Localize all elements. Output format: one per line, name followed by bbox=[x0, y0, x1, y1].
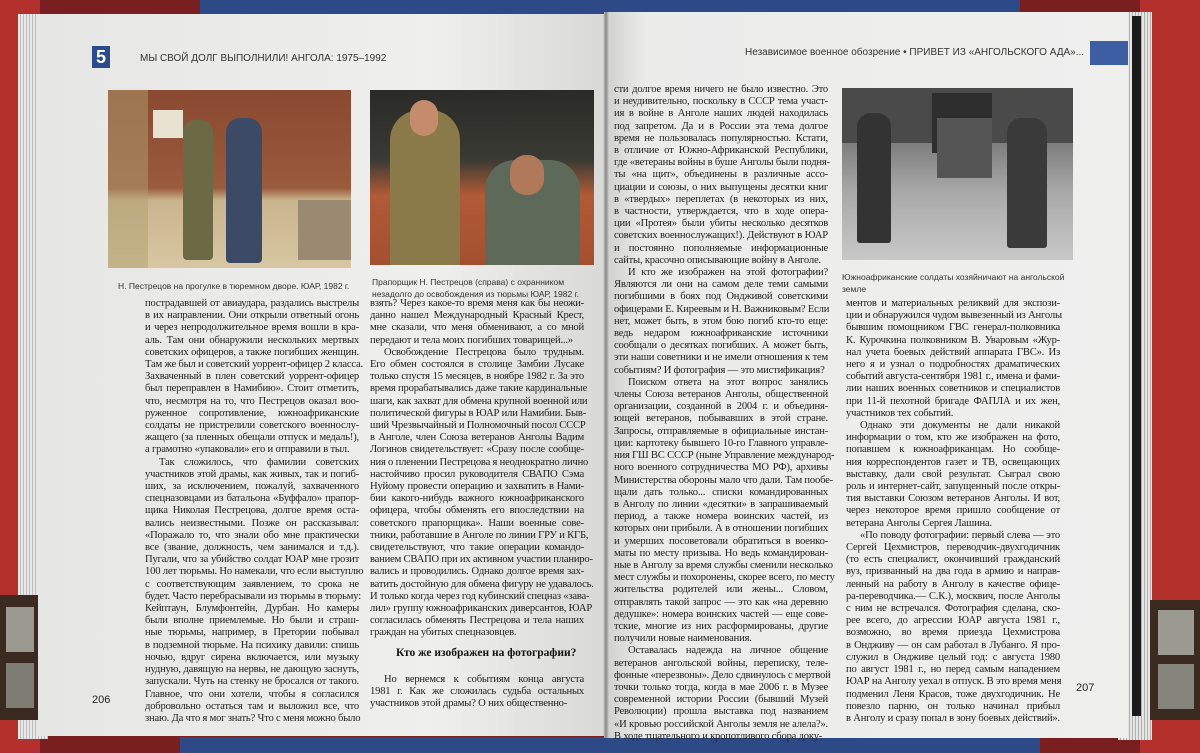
film-strip-left bbox=[0, 595, 38, 720]
text-line: сти долгое время ничего не было известно. Это bbox=[614, 84, 828, 95]
text-line: погибшими в боях под Ондживой советскими bbox=[614, 291, 828, 303]
text-line: политической фигуры в ЮАР или Намибии. Быв- bbox=[370, 407, 587, 419]
text-line: ванием СВАПО при их активном участии планиро- bbox=[370, 554, 593, 566]
text-line: в частности, утверждается, что в ходе опера- bbox=[614, 206, 828, 218]
text-line: Революции) прошла выставка под названием bbox=[614, 706, 828, 718]
text-line: вались неизвестными. Позже он рассказывал: bbox=[145, 517, 359, 529]
text-line: Там же был и советский уоррент-офицер 2 класса. bbox=[145, 359, 363, 371]
text-line: тские, многие из них расформированы, другие bbox=[614, 620, 828, 632]
right-column-2 bbox=[846, 298, 1060, 725]
text-line: «И кровью российской Анголы земля не алела?». bbox=[614, 718, 828, 730]
text-line: Оставалась надежда на личное общение bbox=[628, 645, 828, 657]
text-line: были вполне приемлемые. Но были и страш- bbox=[145, 615, 359, 627]
text-line: взять? Через какое-то время меня как бы неожи- bbox=[370, 298, 584, 309]
text-line: настойчиво просил руководителя СВАПО Сэма bbox=[370, 468, 584, 480]
photo-soldiers bbox=[842, 88, 1073, 260]
text-line: с соответствующим заявлением, то срока не bbox=[145, 578, 359, 590]
text-line: советского прапорщика». Наши военные сове- bbox=[370, 517, 584, 529]
text-line: ватить достойную для обмена фигуру не удавалось. bbox=[370, 578, 594, 590]
text-line: Кейптаун, Блумфонтейн, Дурбан. Но камеры bbox=[145, 603, 359, 615]
text-line: офицера, чтобы обменять его впоследствии на bbox=[370, 505, 584, 517]
text-line: фонные «перезвоны». Дело сдвинулось с мертвой bbox=[614, 669, 831, 681]
text-line: возможно, во время приезда Цехмистрова bbox=[846, 627, 1060, 639]
text-line: служил в Ондживе целый год: с августа 1980 bbox=[846, 651, 1060, 663]
text-line: щали дать только... списки командированных bbox=[614, 486, 828, 498]
text-line: ные тюрьмы, например, в Претории побывал bbox=[145, 627, 359, 639]
text-line: дедушке»: номера воинских частей — еще сове- bbox=[614, 608, 828, 620]
text-line: свидетельствуют, что такие операции командо- bbox=[370, 542, 584, 554]
text-line: ЮАР на Анголу уехал в отпуск. В это время меня bbox=[846, 676, 1062, 688]
text-line: что, несмотря на то, что Пестрецов оказал воо- bbox=[145, 395, 359, 407]
section-tab-marker bbox=[1090, 41, 1128, 65]
text-line: будет. Часто перебрасывали из тюрьмы в тюрьму: bbox=[145, 590, 361, 602]
photo-caption-prison-yard: Н. Пестрецов на прогулке в тюремном дворе. ЮАР, 1982 г. bbox=[118, 281, 350, 291]
left-column-2 bbox=[370, 298, 594, 640]
text-line: Нуйому провести операцию и захватить в Нами- bbox=[370, 481, 584, 493]
text-line: по август 1981 г., но перед самым нападением bbox=[846, 664, 1060, 676]
text-line: щика Николая Пестрецова, долгое время оста- bbox=[145, 505, 359, 517]
text-line: Поиском ответа на этот вопрос занялись bbox=[628, 376, 828, 388]
photo-prison-yard bbox=[108, 90, 351, 268]
text-line: все (звание, должность, чем занимался и т.д.). bbox=[145, 542, 359, 554]
text-line: ющей ветеранов, побывавших в этой стране. bbox=[614, 413, 828, 425]
text-line: спецназовцами из батальона «Буффало» прапор- bbox=[145, 493, 359, 505]
text-line: в подземной тюрьме. На психику давили: спишь bbox=[145, 639, 359, 651]
text-line: Так сложилось, что фамилии советских bbox=[159, 456, 359, 468]
text-line: советских военнослужащих!). Действуют в ЮАР bbox=[614, 230, 828, 242]
text-line: добровольно остаться там и выложил все, что bbox=[145, 700, 359, 712]
text-line: Логинов свидетельствует: «Сразу после сообще- bbox=[370, 444, 584, 456]
text-line: ночью, вдруг сирена включается, или музыку bbox=[145, 651, 359, 663]
text-line: Его обмен состоялся в столице Замбии Лусаке bbox=[370, 359, 584, 371]
text-line: ния корреспондентов газет и ТВ, освещающих bbox=[846, 456, 1060, 468]
text-line: эти наши советники и не имели отношения к тем bbox=[614, 352, 828, 364]
text-line: нудную, давящую на нервы, не дающую заснуть, bbox=[145, 664, 359, 676]
text-line: В ходе тщательного и кропотливого сбора доку- bbox=[614, 730, 823, 742]
text-line: Являются ли они на самом деле теми самыми bbox=[614, 279, 828, 291]
text-line: а грамотно «упаковали» его и отправили в тыл. bbox=[145, 444, 350, 456]
text-line: И только когда через год кубинский спецназ «зава- bbox=[370, 590, 590, 602]
text-line: информации о том, кто же изображен на фото, bbox=[846, 432, 1060, 444]
chapter-number-badge: 5 bbox=[92, 46, 110, 68]
text-line: повезло парню, он только начинал прибыл bbox=[846, 700, 1060, 712]
text-line: через некоторое время пришло сообщение от bbox=[846, 505, 1060, 517]
page-number-right: 207 bbox=[1076, 682, 1095, 694]
text-line: тники, работавшие в Анголе по линии ГРУ и КГБ, bbox=[370, 529, 589, 541]
text-line: мест службы и похоронены, скорее всего, по месту bbox=[614, 572, 835, 584]
text-line: ших, за исключением, пожалуй, захваченного bbox=[145, 481, 359, 493]
text-line: время прорабатывались даже такие кардинальные bbox=[370, 383, 588, 395]
text-line: руженное сопротивление, южноафриканские bbox=[145, 407, 359, 419]
text-line: члены Союза ветеранов Анголы, общественной bbox=[614, 389, 828, 401]
text-line: в отличие от Южно-Африканской Республики, bbox=[614, 145, 828, 157]
text-line: только спустя 15 месяцев, в ноябре 1982 г. За это bbox=[370, 371, 584, 383]
text-line: «По поводу фотографии: первый слева — это bbox=[860, 529, 1060, 541]
text-line: пострадавшей от авиаудара, раздались выстрелы bbox=[145, 298, 359, 309]
text-line: в их направлении. Они открыли ответный огонь bbox=[145, 310, 359, 322]
text-line: и постоянно пополняемые информационные bbox=[614, 242, 828, 254]
text-line: современной истории России (бывший Музей bbox=[614, 694, 828, 706]
text-line: циации и союзы, о них выпущены десятки книг bbox=[614, 181, 828, 193]
section-heading: Кто же изображен на фотографии? bbox=[396, 647, 577, 659]
text-line: ведь недаром южноафриканские источники bbox=[614, 328, 828, 340]
text-line: участников тех событий. bbox=[846, 407, 954, 419]
text-line: вались и проводились. Однако долгое время зах- bbox=[370, 566, 584, 578]
text-line: в Ондживу — он сам работал в Лубанго. Я про- bbox=[846, 639, 1060, 651]
text-line: Запросы, отправляемые в официальные инстан- bbox=[614, 425, 828, 437]
text-line: ветеранов ангольской войны, переписку, теле- bbox=[614, 657, 828, 669]
text-line: в Анголу и сразу попал в зону боевых действий». bbox=[846, 712, 1060, 724]
text-line: ции и обнаружился чудом вывезенный из Анголы bbox=[846, 310, 1062, 322]
text-line: нал учета боевых действий аппарата ГВС». Из bbox=[846, 346, 1060, 358]
text-line: ния о пленении Пестрецова я неоднократно лично bbox=[370, 456, 589, 468]
text-line: под запретом. Да и в России эта тема долгое bbox=[614, 120, 828, 132]
text-line: И кто же изображен на этой фотографии? bbox=[628, 267, 828, 279]
text-line: ции: картотеку бывшего 10-го Главного управле- bbox=[614, 437, 828, 449]
text-line: был переправлен в Намибию». Стоит отметить, bbox=[145, 383, 359, 395]
text-line: участников этой драмы, как живых, так и погиб- bbox=[145, 468, 359, 480]
text-line: тия выставки Союзом ветеранов Анголы. И вот, bbox=[846, 493, 1060, 505]
text-line: данно нашел Международный Красный Крест, bbox=[370, 310, 584, 322]
text-line: ты «на щит», объединены в различные ассо- bbox=[614, 169, 828, 181]
text-line: событиям? И фотография — это мистификация? bbox=[614, 364, 825, 376]
text-line: участников этой драмы? О них общественно- bbox=[370, 698, 568, 710]
text-line: солдаты не пристрелили советского военнослу- bbox=[145, 420, 359, 432]
text-line: получили новые наименования. bbox=[614, 633, 752, 645]
page-edge-marker bbox=[1132, 16, 1141, 716]
text-line: согласилась обменять Пестрецова и тела наших bbox=[370, 615, 584, 627]
text-line: в «твердых» переплетах (в некоторых из них, bbox=[614, 193, 828, 205]
text-line: мне сказали, что меня обменивают, а со мной bbox=[370, 322, 584, 334]
left-column-2-continued bbox=[370, 674, 584, 711]
text-line: при 11-й пехотной бригаде ФАПЛА и их жен, bbox=[846, 395, 1060, 407]
text-line: ленный на работу в Анголу в качестве офице- bbox=[846, 578, 1060, 590]
text-line: офицерами Е. Киреевым и Н. Важниковым? Если bbox=[614, 303, 830, 315]
text-line: 1981 г. Как же сложилась судьба остальных bbox=[370, 686, 584, 698]
photo-caption-with-guard: Прапорщик Н. Пестрецов (справа) с охранником незадолго до освобождения из тюрьмы ЮАР, 1982 г. bbox=[372, 277, 579, 299]
text-line: с ним не встречался. Фотография сделана, ско- bbox=[846, 603, 1060, 615]
right-column-1 bbox=[614, 84, 835, 743]
text-line: шаги, как захват для обмена крупной военной или bbox=[370, 395, 588, 407]
text-line: нет, может быть, в этом бою погиб кто-то еще: bbox=[614, 315, 828, 327]
text-line: граждан на убитых спецназовцев. bbox=[370, 627, 517, 639]
text-line: него я и узнал о подробностях драматических bbox=[846, 359, 1060, 371]
text-line: роль и интернет-сайт, запущенный после откры- bbox=[846, 481, 1060, 493]
text-line: Захваченный в плен советский уоррент-офицер bbox=[145, 371, 359, 383]
text-line: период, а также номера воинских частей, из bbox=[614, 511, 828, 523]
text-line: и через непродолжительное время вошли в кра- bbox=[145, 322, 359, 334]
text-line: в Анголе, член Союза ветеранов Анголы Вадим bbox=[370, 432, 584, 444]
text-line: рее всего, до агрессии ЮАР августа 1981 г., bbox=[846, 615, 1060, 627]
text-line: бывшим помощником ГВС генерал-полковника bbox=[846, 322, 1060, 334]
text-line: ший Чрезвычайный и Полномочный посол СССР bbox=[370, 420, 586, 432]
text-line: сайты, красочно описывающие войну в Анголе. bbox=[614, 254, 821, 266]
text-line: организации, созданной в 2004 г. и объединя- bbox=[614, 401, 828, 413]
text-line: где «ветераны войны в буше Анголы были подня- bbox=[614, 157, 830, 169]
text-line: К. Курочкина полковником В. Уваровым «Жур- bbox=[846, 334, 1060, 346]
text-line: попавшем к южноафриканцам. Но сообще- bbox=[846, 444, 1060, 456]
photo-caption-soldiers: Южноафриканские солдаты хозяйничают на ангольской земле bbox=[842, 272, 1065, 294]
photo-with-guard bbox=[370, 90, 594, 265]
text-line: Министерства обороны мало что дали. Там пообе- bbox=[614, 474, 833, 486]
text-line: подменил Леня Красов, тоже двухгодичник. Не bbox=[846, 688, 1060, 700]
text-line: ветерана Анголы Сергея Лашина. bbox=[846, 517, 992, 529]
text-line: Сергей Цехмистров, переводчик-двухгодичник bbox=[846, 542, 1060, 554]
text-line: Освобождение Пестрецова было трудным. bbox=[384, 346, 584, 358]
book-gutter bbox=[603, 12, 609, 738]
text-line: «Поражало то, что знали обо мне практически bbox=[145, 529, 359, 541]
text-line: знаю. Да что я мог знать? Что с меня можно было bbox=[145, 712, 361, 724]
text-line: точки только тогда, когда в мае 2006 г. в Музее bbox=[614, 681, 828, 693]
text-line: лии наших военных советников и специалистов bbox=[846, 383, 1060, 395]
text-line: сообщали о десятках погибших. А может быть, bbox=[614, 340, 828, 352]
text-line: передают и тела моих погибших товарищей...» bbox=[370, 334, 573, 346]
text-line: жащего (за пленных обещали отпуск и медаль!), bbox=[145, 432, 359, 444]
running-header-left: МЫ СВОЙ ДОЛГ ВЫПОЛНИЛИ! АНГОЛА: 1975–1992 bbox=[140, 53, 387, 64]
text-line: аль. Там они обнаружили нескольких мертвых bbox=[145, 334, 359, 346]
text-line: событий августа-сентября 1981 г., имена и фами- bbox=[846, 371, 1060, 383]
text-line: ия в войне в Анголе наших людей находилась bbox=[614, 108, 828, 120]
text-line: маты по месту призыва. Но ведь командирован- bbox=[614, 547, 828, 559]
text-line: и неудивительно, поскольку в СССР тема участ- bbox=[614, 96, 828, 108]
text-line: отправлять такой запрос — это как «на деревню bbox=[614, 596, 828, 608]
text-line: советских офицеров, а также погибших женщин. bbox=[145, 346, 359, 358]
text-line: выставку, дали свой результат. Сыграл свою bbox=[846, 468, 1060, 480]
text-line: ментов и материальных реликвий для экспози- bbox=[846, 298, 1060, 309]
text-line: ции «Протея» были убиты несколько десятков bbox=[614, 218, 828, 230]
text-line: ного военного сотрудничества МО РФ), архивы bbox=[614, 462, 828, 474]
text-line: Главное, что они хотели, чтобы я согласился bbox=[145, 688, 359, 700]
text-line: ра-переводчика.— С.К.), москвич, после Анголы bbox=[846, 590, 1060, 602]
text-line: (то есть специалист, окончивший гражданский bbox=[846, 554, 1060, 566]
text-line: запускали. Чуть на стенку не бросался от такого. bbox=[145, 676, 359, 688]
text-line: Однако эти документы не дали никакой bbox=[860, 420, 1060, 432]
text-line: в Анголу по линии «десятки» в запрашиваемый bbox=[614, 498, 828, 510]
text-line: ные в Анголу за время службы сменили несколько bbox=[614, 559, 833, 571]
text-line: вуз, призванный на два года в армию и направ- bbox=[846, 566, 1060, 578]
text-line: лил» группу южноафриканских диверсантов, ЮАР bbox=[370, 603, 593, 615]
text-line: Но вернемся к событиям конца августа bbox=[384, 674, 584, 685]
page-number-left: 206 bbox=[92, 694, 111, 706]
text-line: время не пользовалась популярностью. Кстати, bbox=[614, 132, 828, 144]
text-line: 100 лет тюрьмы. Но намекали, что если выступлю bbox=[145, 566, 364, 578]
left-column-1 bbox=[145, 298, 364, 725]
text-line: Пугали, что за убийство солдат ЮАР мне грозит bbox=[145, 554, 359, 566]
text-line: жительства родителей или жены... Словом, bbox=[614, 584, 828, 596]
text-line: и умерших посоветовали обратиться в военко- bbox=[614, 535, 828, 547]
text-line: ния ГШ ВС СССР (ныне Управление международ- bbox=[614, 450, 835, 462]
book-spine-bottom bbox=[180, 737, 1040, 753]
film-strip-right bbox=[1150, 600, 1200, 720]
text-line: которых они прибыли. А в отношении погибших bbox=[614, 523, 828, 535]
text-line: бии какого-нибудь важного южноафриканского bbox=[370, 493, 584, 505]
running-header-right: Независимое военное обозрение • ПРИВЕТ ИЗ «АНГОЛЬСКОГО АДА»... bbox=[745, 47, 1085, 58]
